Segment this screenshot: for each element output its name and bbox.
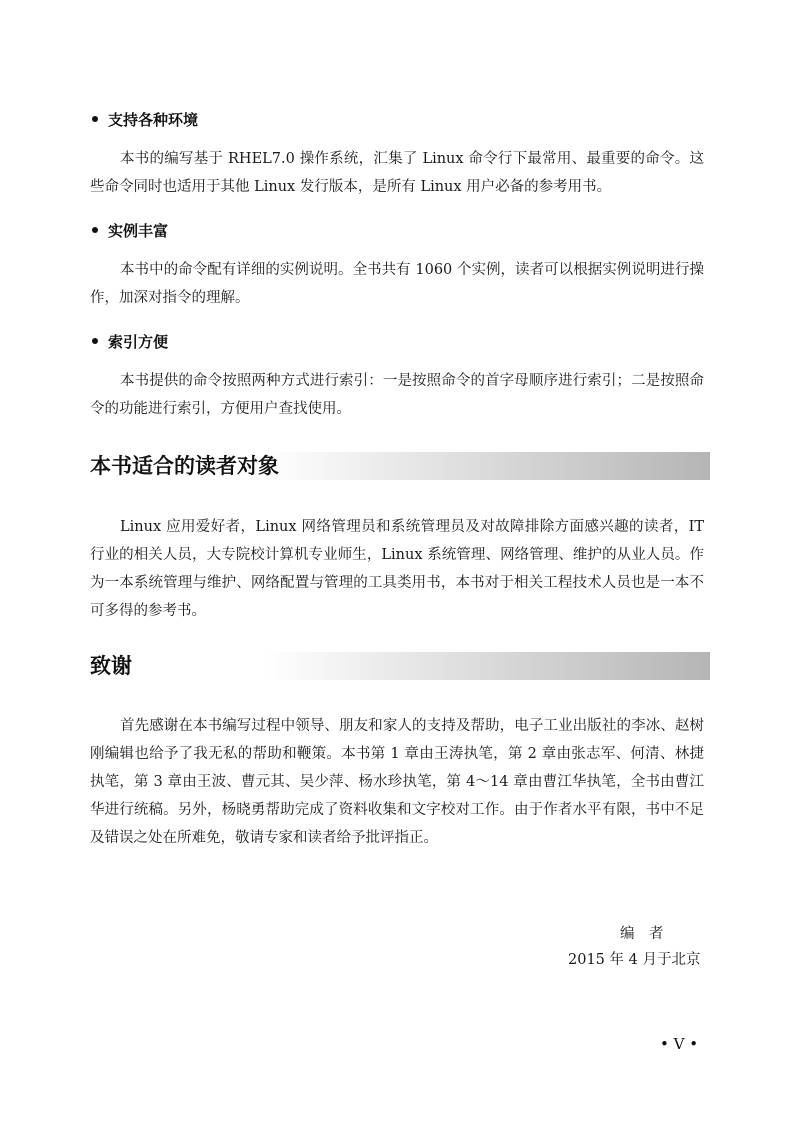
- feature-heading-examples: [92, 222, 168, 240]
- feature-heading-text: 实例丰富: [108, 222, 169, 240]
- bullet-icon: [92, 338, 98, 344]
- section-title: 致谢: [90, 654, 132, 678]
- feature-heading-text: 支持各种环境: [108, 111, 199, 129]
- feature-body-examples: 本书中的命令配有详细的实例说明。全书共有 1060 个实例，读者可以根据实例说明进行操作，加深对指令的理解。: [90, 262, 704, 306]
- bullet-icon: [92, 116, 98, 122]
- section-header-readers: [90, 452, 710, 480]
- thanks-body: 首先感谢在本书编写过程中领导、朋友和家人的支持及帮助，电子工业出版社的李冰、赵树刚编辑也给予了我无私的帮助和鞭策。本书第 1 章由王涛执笔，第 2 章由张志军、何清、林捷执笔，第 3 章由王波、曹元其、吴少萍、杨水珍执笔，第 4～14 章由曹江华执笔，全书由曹江华进行统稿。另外，杨晓勇帮助完成了资料收集和文字校对工作。由于作者水平有限，书中不足及错误之处在所难免，敬请专家和读者给予批评指正。: [90, 718, 704, 846]
- readers-body: Linux 应用爱好者，Linux 网络管理员和系统管理员及对故障排除方面感兴趣的读者，IT 行业的相关人员，大专院校计算机专业师生，Linux 系统管理、网络管理、维护的从业人员。作为一本系统管理与维护、网络配置与管理的工具类用书，本书对于相关工程技术人员也是一本不可多得的参考书。: [90, 519, 704, 619]
- bullet-icon: [92, 227, 98, 233]
- signature-date: 2015 年 4 月于北京: [568, 952, 701, 968]
- feature-body-environments: 本书的编写基于 RHEL7.0 操作系统，汇集了 Linux 命令行下最常用、最重要的命令。这些命令同时也适用于其他 Linux 发行版本，是所有 Linux 用户必备的参考用书。: [90, 151, 704, 195]
- feature-heading-index: [92, 333, 168, 351]
- feature-heading-text: 索引方便: [108, 333, 169, 351]
- signature-author: 编 者: [620, 926, 664, 942]
- page-number: • V •: [660, 1035, 699, 1053]
- section-header-thanks: [90, 652, 710, 680]
- section-title: 本书适合的读者对象: [90, 454, 279, 478]
- feature-heading-environments: [92, 111, 198, 129]
- feature-body-index: 本书提供的命令按照两种方式进行索引：一是按照命令的首字母顺序进行索引；二是按照命令的功能进行索引，方便用户查找使用。: [90, 373, 704, 417]
